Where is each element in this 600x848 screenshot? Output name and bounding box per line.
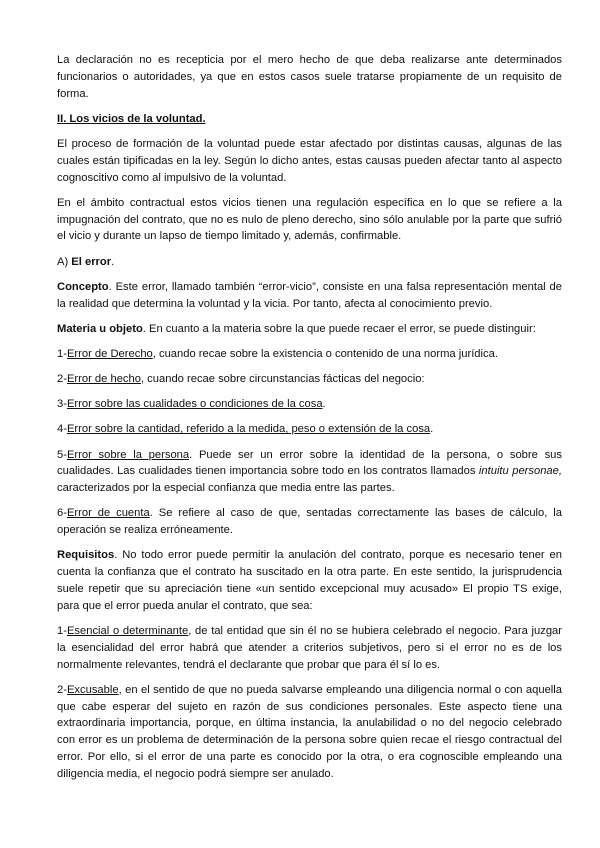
list-item-error-hecho: [57, 371, 562, 388]
item-text: , cuando recae sobre circunstancias fácticas del negocio:: [140, 373, 425, 386]
paragraph-proceso: El proceso de formación de la voluntad puede estar afectado por distintas causas, algunas de las cuales están tipificadas en la ley. Según lo dicho antes, estas causas pueden afectar tanto al aspecto cognoscitivo como al impulsivo de la voluntad.: [57, 137, 562, 184]
item-number: 4-: [57, 423, 67, 436]
item-number: 2-: [57, 683, 67, 696]
item-number: 5-: [57, 448, 67, 461]
item-term: Error de Derecho: [66, 347, 153, 360]
item-term: Error de hecho: [66, 373, 141, 386]
item-term: Error sobre la persona: [66, 448, 190, 461]
concepto-label: Concepto: [57, 280, 109, 293]
item-term: Error sobre las cualidades o condiciones de la cosa: [66, 398, 323, 411]
requisito-esencial: [57, 623, 562, 673]
item-term: Excusable: [66, 683, 119, 696]
item-term: Error sobre la cantidad, referido a la medida, peso o extensión de la cosa: [66, 423, 431, 436]
document-page: [57, 52, 562, 791]
item-number: 3-: [57, 398, 67, 411]
item-term: Esencial o determinante: [66, 624, 189, 637]
item-number: 1-: [57, 347, 67, 360]
item-text: , de tal entidad que sin él no se hubiera celebrado el negocio. Para juzgar la esencialidad del error habrá que atender a criterios subjetivos, pero si el error no es de los normalmente relevantes, tendrá el declarante que probar que para él sí lo es.: [57, 624, 562, 671]
item-number: 2-: [57, 373, 67, 386]
list-item-error-derecho: [57, 346, 562, 363]
subsection-heading-error: [57, 254, 562, 271]
item-text: .: [430, 423, 434, 436]
item-term: Error de cuenta: [66, 507, 150, 520]
item-text: . Puede ser un error sobre la identidad de la persona, o sobre sus cualidades. Las cualidades tienen importancia sobre todo en los contratos llamados: [57, 448, 562, 478]
paragraph-recepticia: La declaración no es recepticia por el mero hecho de que deba realizarse ante determinados funcionarios o autoridades, ya que en estos casos suele tratarse propiamente de un requisito de forma.: [57, 54, 562, 100]
list-item-error-cuenta: [57, 505, 562, 539]
paragraph-requisitos: [57, 547, 562, 614]
requisitos-text: . No todo error puede permitir la anulación del contrato, porque es necesario tener en cuenta la confianza que el contrato ha suscitado en la otra parte. En este sentido, la jurisprudencia suele repetir que su apreciación tiene «un sentido excepcional muy acusado» El propio TS exige, para que el error pueda anular el contrato, que sea:: [57, 549, 562, 612]
paragraph-concepto: [57, 279, 562, 313]
item-italic-term: intuitu personae,: [478, 465, 562, 478]
paragraph-ambito: En el ámbito contractual estos vicios tienen una regulación específica en lo que se refiere a la impugnación del contrato, que no es nulo de pleno derecho, sino sólo anulable por la parte que sufrió el vicio y durante un lapso de tiempo limitado y, además, confirmable.: [57, 196, 562, 243]
item-text: , cuando recae sobre la existencia o contenido de una norma jurídica.: [152, 347, 498, 360]
list-item-error-cualidades: [57, 396, 562, 413]
subsection-title: El error: [71, 255, 112, 268]
item-tail: caracterizados por la especial confianza que media entre las partes.: [57, 482, 395, 495]
item-text: , en el sentido de que no pueda salvarse empleando una diligencia normal o con aquella que cabe esperar del sujeto en razón de sus condiciones personales. Este aspecto tiene una extraordinaria importancia, porque, en última instancia, la anulabilidad o no del negocio celebrado con error es un problema de determinación de la persona sobre quien recae el riesgo contractual del error. Por ello, si el error de una parte es conocido por la otra, o era cognoscible empleando una diligencia media, el negocio podrá siempre ser anulado.: [57, 683, 562, 780]
materia-text: . En cuanto a la materia sobre la que puede recaer el error, se puede distinguir:: [142, 322, 536, 335]
subsection-prefix: A): [57, 255, 72, 268]
list-item-error-cantidad: [57, 421, 562, 438]
item-text: .: [322, 398, 326, 411]
subsection-suffix: .: [111, 255, 115, 268]
requisitos-label: Requisitos: [57, 549, 115, 562]
item-text: . Se refiere al caso de que, sentadas correctamente las bases de cálculo, la operación se realiza erróneamente.: [57, 507, 562, 537]
paragraph-materia: [57, 321, 562, 338]
item-number: 1-: [57, 624, 67, 637]
concepto-text: . Este error, llamado también “error-vicio”, consiste en una falsa representación mental de la realidad que determina la voluntad y la vicia. Por tanto, afecta al conocimiento previo.: [57, 280, 562, 310]
materia-label: Materia u objeto: [57, 322, 143, 335]
item-number: 6-: [57, 507, 67, 520]
list-item-error-persona: [57, 447, 562, 497]
requisito-excusable: [57, 682, 562, 783]
section-heading-vicios: II. Los vicios de la voluntad.: [57, 112, 206, 125]
